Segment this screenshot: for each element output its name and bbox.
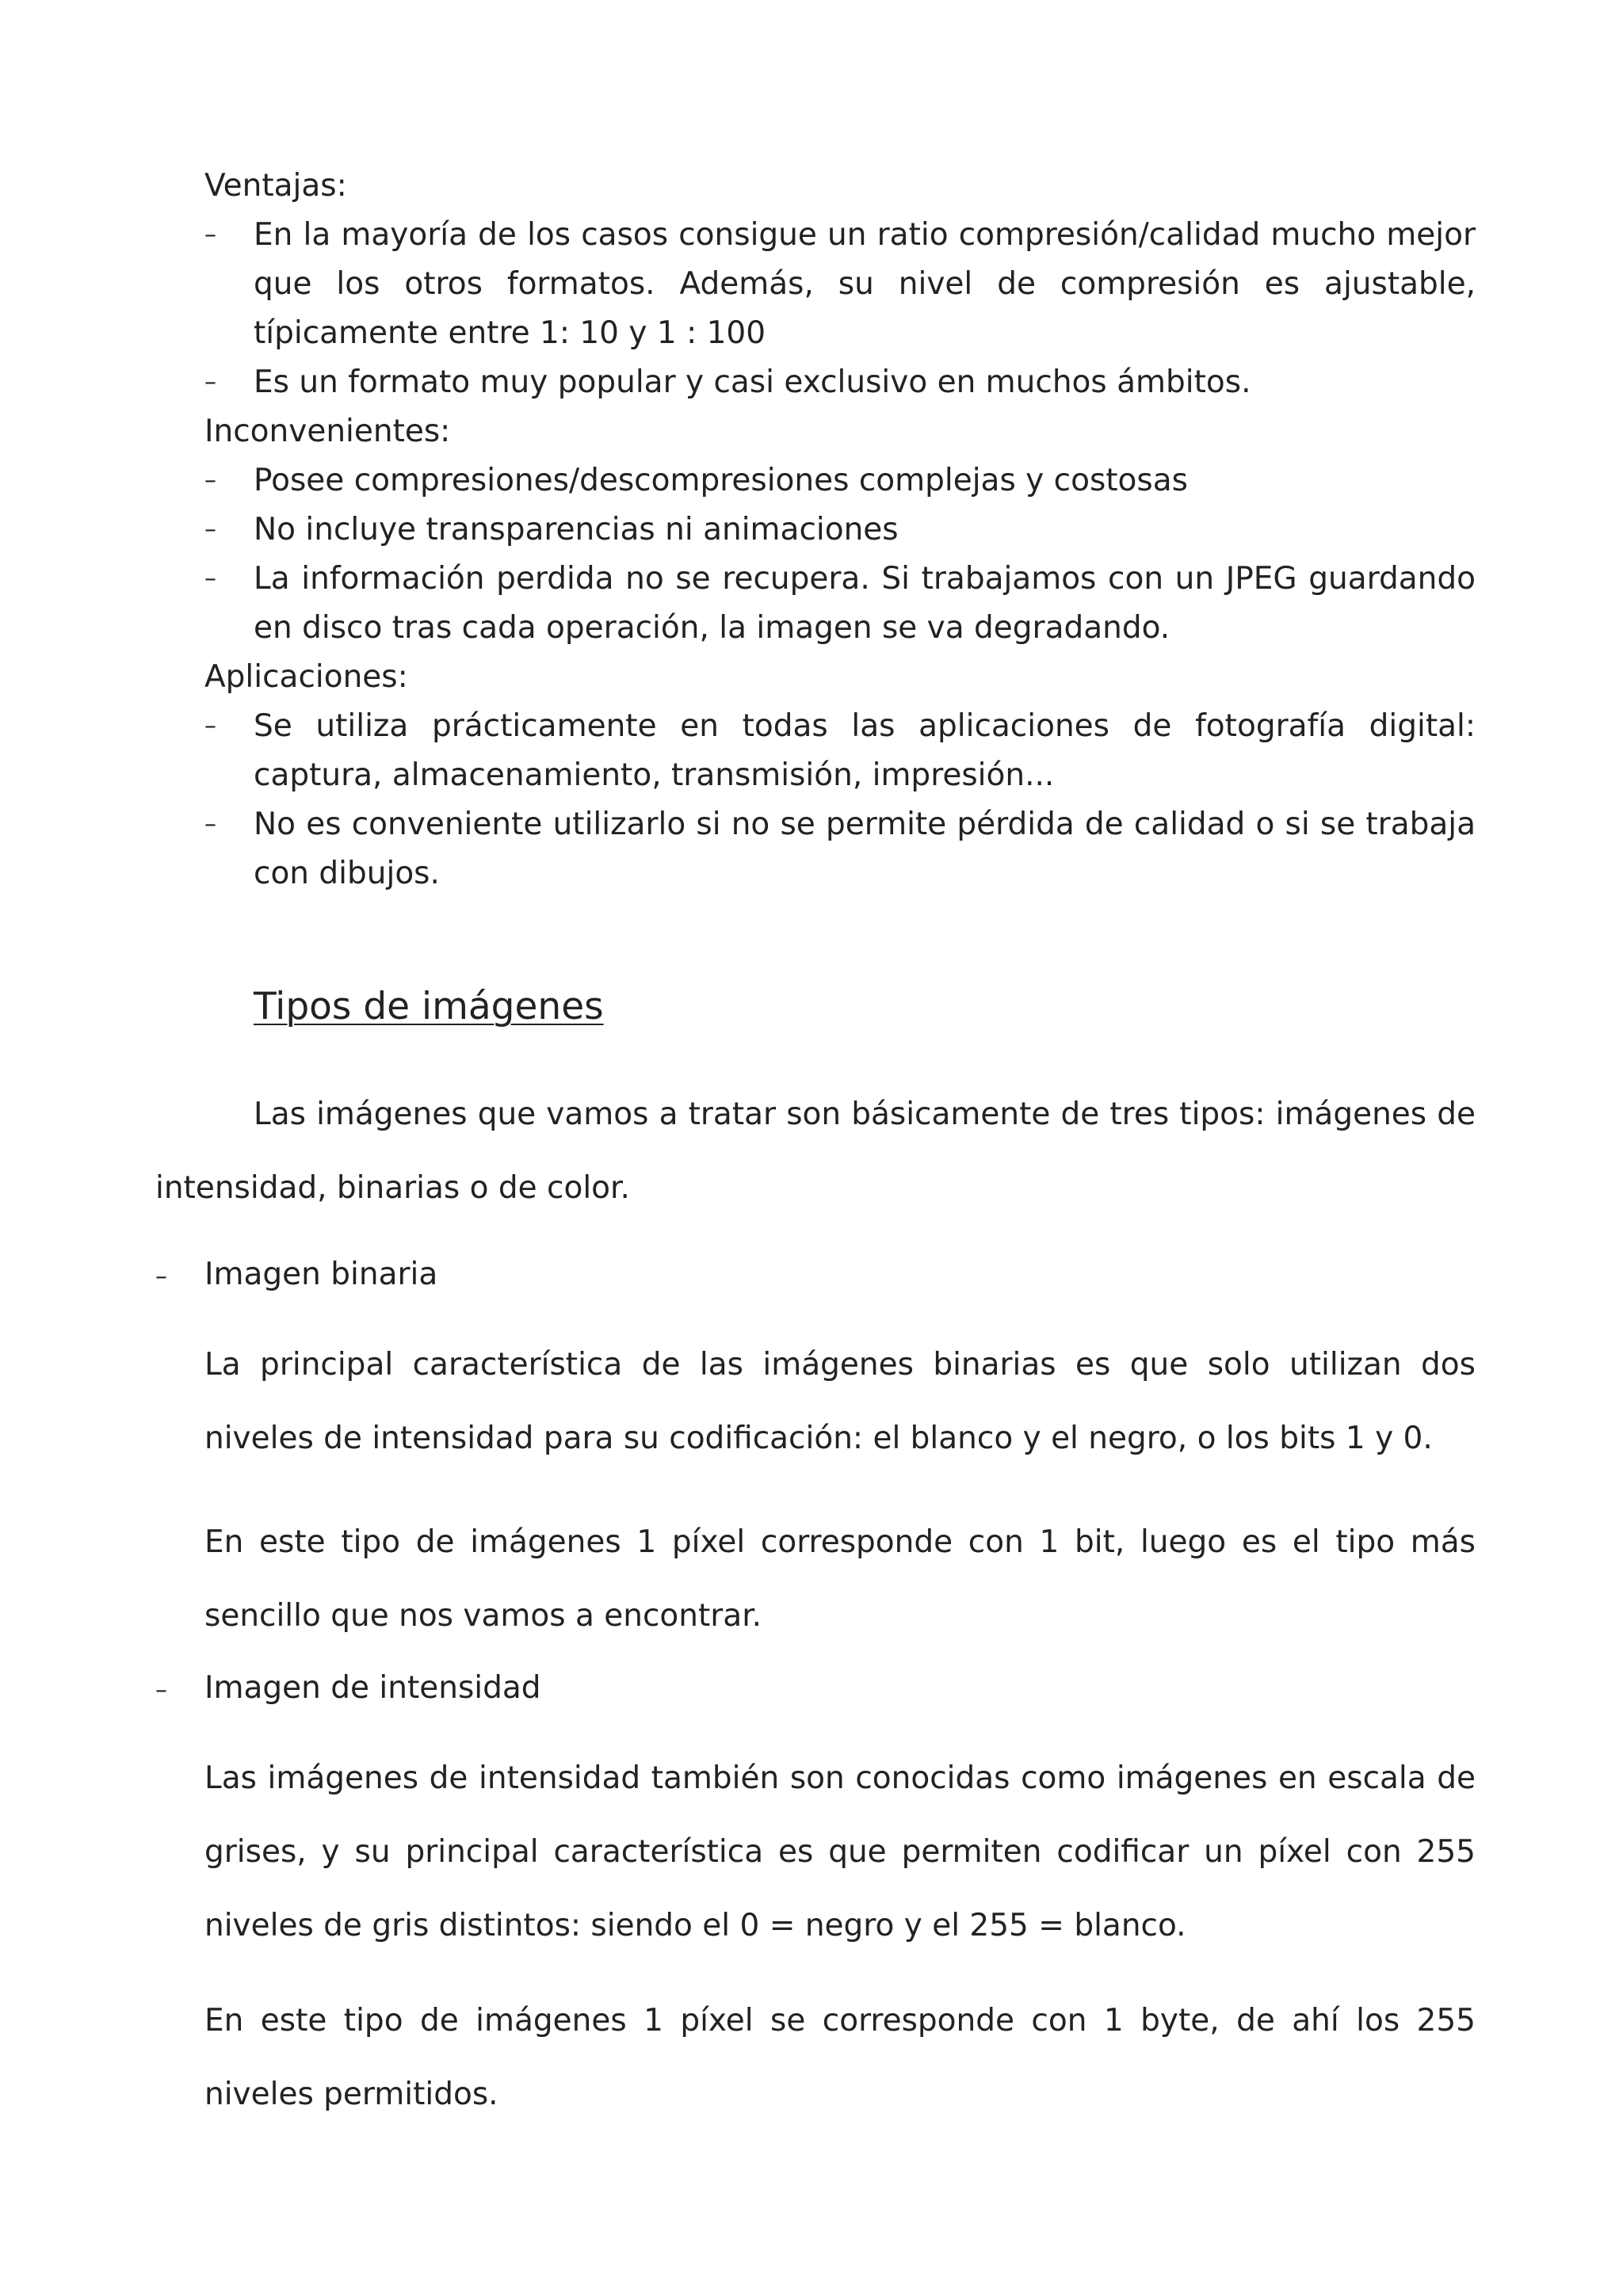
dash-bullet: – <box>204 368 216 396</box>
dash-bullet: – <box>204 221 216 249</box>
inconvenientes-item <box>204 555 1476 653</box>
dash-bullet: – <box>204 565 216 593</box>
type-paragraph: Las imágenes de intensidad también son conocidas como imágenes en escala de grises, y su principal característica es que permiten codificar un píxel con 255 niveles de gris distintos: siendo el 0 = negro y el 255 = blanco. <box>204 1760 1476 1943</box>
dash-bullet: – <box>204 810 216 838</box>
type-title: Imagen binaria <box>204 1257 438 1292</box>
type-paragraph: La principal característica de las imágenes binarias es que solo utilizan dos niveles de intensidad para su codificación: el blanco y el negro, o los bits 1 y 0. <box>204 1347 1476 1456</box>
ventajas-item <box>204 211 1476 358</box>
aplicaciones-item-text: No es conveniente utilizarlo si no se permite pérdida de calidad o si se trabaja con dibujos. <box>254 807 1476 891</box>
ventajas-item-text: Es un formato muy popular y casi exclusivo en muchos ámbitos. <box>254 364 1251 400</box>
aplicaciones-item <box>204 800 1476 898</box>
type-title: Imagen de intensidad <box>204 1670 541 1706</box>
ventajas-item-text: En la mayoría de los casos consigue un ratio compresión/calidad mucho mejor que los otros formatos. Además, su nivel de compresión es ajustable, típicamente entre 1: 10 y 1 : 100 <box>254 217 1476 351</box>
intro-paragraph: Las imágenes que vamos a tratar son básicamente de tres tipos: imágenes de intensidad, binarias o de color. <box>155 1097 1476 1206</box>
type-paragraph: En este tipo de imágenes 1 píxel se corresponde con 1 byte, de ahí los 255 niveles permitidos. <box>204 2003 1476 2112</box>
dash-bullet: – <box>204 467 216 494</box>
inconvenientes-item <box>204 505 1476 555</box>
aplicaciones-label: Aplicaciones: <box>204 659 408 695</box>
ventajas-item <box>204 358 1476 407</box>
ventajas-label: Ventajas: <box>204 168 347 204</box>
dash-bullet: – <box>155 1263 167 1291</box>
aplicaciones-item <box>204 702 1476 800</box>
inconvenientes-item <box>204 456 1476 505</box>
dash-bullet: – <box>155 1676 167 1704</box>
dash-bullet: – <box>204 516 216 543</box>
inconvenientes-label: Inconvenientes: <box>204 414 451 449</box>
type-item-binaria <box>155 1250 437 1302</box>
inconvenientes-item-text: Posee compresiones/descompresiones complejas y costosas <box>254 463 1188 498</box>
section-heading: Tipos de imágenes <box>254 985 604 1028</box>
type-item-intensidad <box>155 1664 541 1715</box>
type-paragraph: En este tipo de imágenes 1 píxel corresponde con 1 bit, luego es el tipo más sencillo que nos vamos a encontrar. <box>204 1524 1476 1634</box>
dash-bullet: – <box>204 712 216 740</box>
inconvenientes-item-text: No incluye transparencias ni animaciones <box>254 512 899 547</box>
inconvenientes-item-text: La información perdida no se recupera. Si trabajamos con un JPEG guardando en disco tras cada operación, la imagen se va degradando. <box>254 561 1476 646</box>
aplicaciones-item-text: Se utiliza prácticamente en todas las aplicaciones de fotografía digital: captura, almacenamiento, transmisión, impresión... <box>254 708 1476 793</box>
